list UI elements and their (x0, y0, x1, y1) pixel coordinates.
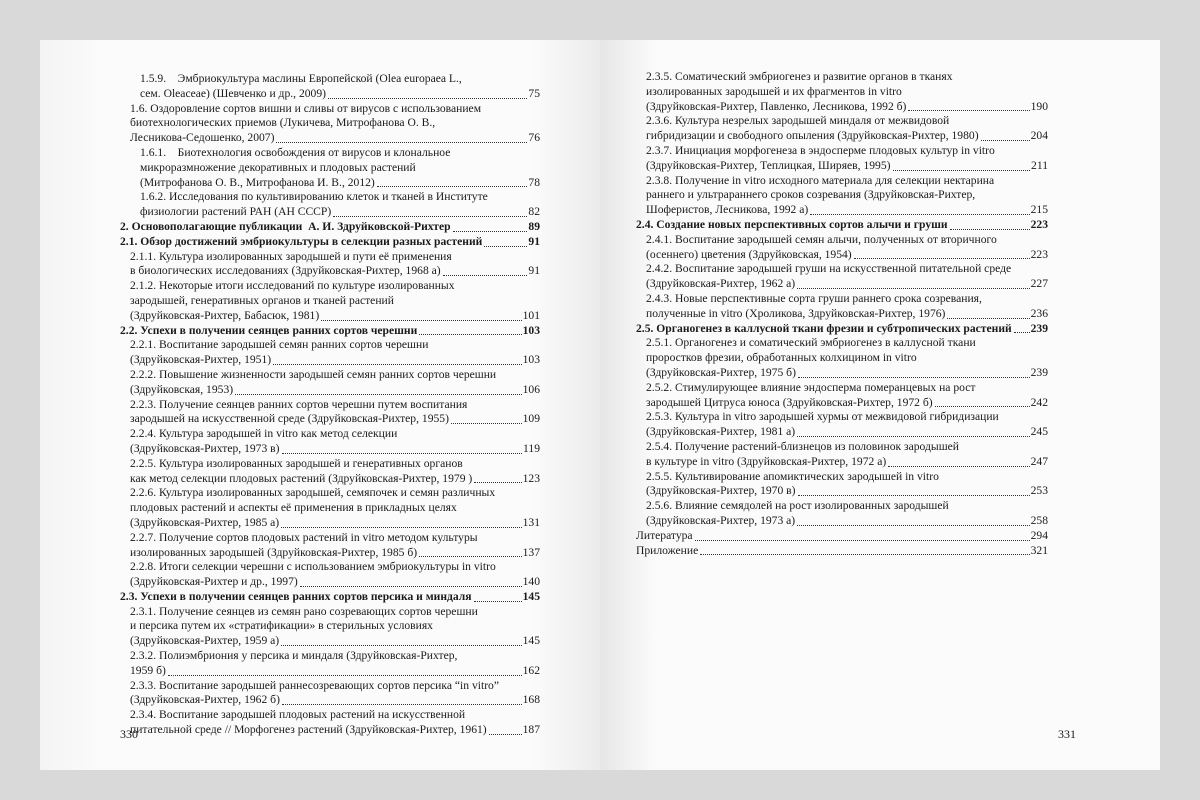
toc-entry-text: 2.2.8. Итоги селекции черешни с использованием эмбриокультуры in vitro (130, 560, 496, 574)
toc-page-number: 137 (522, 545, 540, 559)
toc-entry (636, 470, 1048, 500)
dot-leader (489, 734, 522, 735)
toc-entry-text: Шоферистов, Лесникова, 1992 а) (646, 203, 809, 217)
dot-leader (854, 258, 1030, 259)
toc-entry-text: 2.4.2. Воспитание зародышей груши на искусственной питательной среде (646, 262, 1012, 276)
dot-leader (443, 275, 528, 276)
toc-entry (120, 486, 540, 530)
toc-page-number: 109 (522, 412, 540, 426)
toc-entry-text: 2.3.2. Полиэмбриония у персика и миндаля (Здруйковская-Рихтер, (130, 649, 458, 663)
toc-entry-text: Литература (636, 528, 693, 542)
toc-entry-text: раннего и ультрараннего сроков созревания (Здруйковская-Рихтер, (646, 188, 976, 202)
toc-entry-text: в биологических исследованиях (Здруйковская-Рихтер, 1968 а) (130, 264, 441, 278)
left-page (40, 40, 600, 770)
dot-leader (281, 527, 521, 528)
dot-leader (797, 288, 1029, 289)
toc-entry (636, 410, 1048, 440)
toc-entry (120, 368, 540, 398)
toc-entry-text: 2.2.6. Культура изолированных зародышей, семяпочек и семян различных (130, 486, 496, 500)
toc-entry (120, 427, 540, 457)
toc-page-number: 253 (1030, 484, 1048, 498)
toc-page-number: 247 (1030, 454, 1048, 468)
toc-entry-text: биотехнологических приемов (Лукичева, Митрофанова О. В., (130, 116, 436, 130)
toc-page-number: 78 (528, 175, 540, 189)
dot-leader (300, 586, 522, 587)
toc-left (120, 72, 540, 738)
toc-entry-text: 1.6.1. Биотехнология освобождения от вирусов и клональное (140, 145, 451, 159)
toc-page-number: 106 (522, 382, 540, 396)
toc-entry-text: 2.2.5. Культура изолированных зародышей и генеративных органов (130, 456, 463, 470)
toc-entry (120, 649, 540, 679)
toc-page-number: 223 (1030, 247, 1048, 261)
dot-leader (282, 704, 522, 705)
toc-entry-text: 2.5. Органогенез в каллусной ткани фрезии и субтропических растений (636, 321, 1012, 335)
toc-entry-text: 2.4.1. Воспитание зародышей семян алычи, полученных от вторичного (646, 232, 997, 246)
dot-leader (810, 214, 1029, 215)
toc-page-number: 131 (522, 515, 540, 529)
toc-right (636, 70, 1048, 558)
toc-entry-text: в культуре in vitro (Здруйковская-Рихтер, 1972 а) (646, 454, 887, 468)
toc-entry (636, 336, 1048, 380)
toc-entry-text: сем. Oleaceae) (Шевченко и др., 2009) (140, 86, 326, 100)
toc-entry-text: зародышей, генеративных органов и тканей растений (130, 293, 394, 307)
toc-entry (120, 560, 540, 590)
toc-page-number: 103 (522, 323, 540, 337)
toc-entry (636, 218, 1048, 233)
toc-entry-text: 2.2.3. Получение сеянцев ранних сортов черешни путем воспитания (130, 397, 468, 411)
toc-entry-text: 2.5.2. Стимулирующее влияние эндосперма померанцевых на рост (646, 380, 976, 394)
dot-leader (888, 466, 1029, 467)
toc-page-number: 239 (1030, 365, 1048, 379)
toc-entry-text: 2.2.4. Культура зародышей in vitro как метод селекции (130, 427, 398, 441)
toc-entry-text: плодовых растений и аспекты её применения в прикладных целях (130, 501, 457, 515)
toc-entry-text: (Здруйковская-Рихтер и др., 1997) (130, 575, 298, 589)
toc-entry (120, 146, 540, 190)
toc-entry (636, 174, 1048, 218)
toc-page-number: 190 (1030, 99, 1048, 113)
toc-entry-text: 2.2.2. Повышение жизненности зародышей семян ранних сортов черешни (130, 367, 497, 381)
dot-leader (1014, 332, 1030, 333)
toc-entry-text: (Здруйковская-Рихтер, Бабасюк, 1981) (130, 308, 320, 322)
toc-page-number: 75 (528, 86, 540, 100)
dot-leader (453, 231, 528, 232)
toc-entry-text: 2.5.1. Органогенез и соматический эмбриогенез в каллусной ткани (646, 336, 976, 350)
dot-leader (798, 377, 1030, 378)
dot-leader (484, 246, 527, 247)
toc-entry-text: зародышей на искусственной среде (Здруйковская-Рихтер, 1955) (130, 412, 449, 426)
toc-entry (120, 338, 540, 368)
dot-leader (235, 394, 522, 395)
toc-entry-text: микроразмножение декоративных и плодовых растений (140, 160, 416, 174)
toc-entry (120, 605, 540, 649)
toc-entry-text: 2.3.7. Инициация морфогенеза в эндосперме плодовых культур in vitro (646, 143, 995, 157)
toc-page-number: 204 (1030, 129, 1048, 143)
dot-leader (935, 406, 1030, 407)
toc-entry (636, 381, 1048, 411)
toc-page-number: 242 (1030, 395, 1048, 409)
toc-entry-text: 2.5.4. Получение растений-близнецов из половинок зародышей (646, 439, 959, 453)
toc-page-number: 76 (528, 131, 540, 145)
dot-leader (419, 334, 521, 335)
dot-leader (419, 556, 522, 557)
toc-entry-text: 2.3.8. Получение in vitro исходного материала для селекции нектарина (646, 173, 995, 187)
toc-entry-text: зародышей Цитруса юноса (Здруйковская-Рихтер, 1972 б) (646, 395, 933, 409)
toc-entry-text: (Здруйковская-Рихтер, 1975 б) (646, 365, 796, 379)
toc-entry-text: (Здруйковская, 1953) (130, 382, 234, 396)
toc-entry-text: (Здруйковская-Рихтер, 1962 б) (130, 693, 280, 707)
toc-entry (636, 322, 1048, 337)
toc-page-number: 162 (522, 663, 540, 677)
toc-page-number: 223 (1030, 217, 1048, 231)
dot-leader (947, 318, 1029, 319)
dot-leader (273, 364, 521, 365)
dot-leader (281, 645, 521, 646)
toc-page-number: 236 (1030, 306, 1048, 320)
toc-entry (120, 531, 540, 561)
toc-entry-text: (Здруйковская-Рихтер, 1951) (130, 353, 272, 367)
toc-page-number: 258 (1030, 513, 1048, 527)
toc-entry-text: 2.3. Успехи в получении сеянцев ранних сортов персика и миндаля (120, 589, 472, 603)
toc-entry (636, 70, 1048, 114)
dot-leader (893, 170, 1031, 171)
toc-entry (636, 529, 1048, 544)
toc-page-number: 227 (1030, 277, 1048, 291)
toc-entry-text: проростков фрезии, обработанных колхицином in vitro (646, 351, 917, 365)
dot-leader (321, 320, 521, 321)
toc-page-number: 140 (522, 575, 540, 589)
toc-entry-text: 2. Основополагающие публикации А. И. Здруйковской-Рихтер (120, 219, 451, 233)
toc-page-number: 145 (522, 589, 540, 603)
toc-entry-text: 1959 б) (130, 663, 166, 677)
toc-entry (636, 292, 1048, 322)
toc-entry-text: 2.2.7. Получение сортов плодовых растений in vitro методом культуры (130, 530, 478, 544)
toc-entry (120, 72, 540, 102)
dot-leader (797, 525, 1029, 526)
toc-page-number: 89 (528, 219, 540, 233)
toc-entry (636, 440, 1048, 470)
toc-entry (120, 190, 540, 220)
toc-page-number: 91 (528, 234, 540, 248)
toc-page-number: 145 (522, 634, 540, 648)
dot-leader (474, 601, 522, 602)
toc-page-number: 101 (522, 308, 540, 322)
toc-entry (636, 544, 1048, 559)
toc-entry-text: 2.3.3. Воспитание зародышей раннесозревающих сортов персика “in vitro” (130, 678, 499, 692)
toc-entry-text: 2.3.6. Культура незрелых зародышей миндаля от межвидовой (646, 114, 950, 128)
toc-entry-text: 2.3.4. Воспитание зародышей плодовых растений на искусственной (130, 708, 466, 722)
toc-entry-text: (Здруйковская-Рихтер, Теплицкая, Ширяев, 1995) (646, 158, 891, 172)
toc-entry-text: 1.6. Оздоровление сортов вишни и сливы от вирусов с использованием (130, 101, 482, 115)
toc-entry-text: как метод селекции плодовых растений (Здруйковская-Рихтер, 1979 ) (130, 471, 473, 485)
toc-entry (636, 114, 1048, 144)
toc-entry-text: (Здруйковская-Рихтер, 1973 в) (130, 441, 280, 455)
dot-leader (168, 675, 522, 676)
toc-entry-text: питательной среде // Морфогенез растений (Здруйковская-Рихтер, 1961) (130, 723, 487, 737)
toc-entry (120, 679, 540, 709)
toc-entry-text: физиологии растений РАН (АН СССР) (140, 205, 332, 219)
toc-page-number: 187 (522, 723, 540, 737)
toc-entry-text: Приложение (636, 543, 699, 557)
page-number-right: 331 (1058, 727, 1076, 741)
toc-entry-text: 2.2. Успехи в получении сеянцев ранних сортов черешни (120, 323, 418, 337)
dot-leader (377, 186, 528, 187)
toc-page-number: 245 (1030, 425, 1048, 439)
toc-entry-text: 2.1. Обзор достижений эмбриокультуры в селекции разных растений (120, 234, 483, 248)
dot-leader (797, 436, 1029, 437)
toc-entry-text: изолированных зародышей и их фрагментов in vitro (646, 84, 902, 98)
toc-page-number: 211 (1031, 158, 1048, 172)
toc-entry-text: 2.3.5. Соматический эмбриогенез и развитие органов в тканях (646, 70, 953, 83)
toc-page-number: 215 (1030, 203, 1048, 217)
toc-entry (636, 233, 1048, 263)
toc-entry-text: 2.5.3. Культура in vitro зародышей хурмы от межвидовой гибридизации (646, 410, 999, 424)
toc-entry-text: 1.6.2. Исследования по культивированию клеток и тканей в Институте (140, 190, 488, 204)
toc-entry-text: изолированных зародышей (Здруйковская-Рихтер, 1985 б) (130, 545, 418, 559)
toc-entry-text: 2.5.5. Культивирование апомиктических зародышей in vitro (646, 469, 939, 483)
toc-entry (120, 398, 540, 428)
dot-leader (950, 229, 1030, 230)
toc-page-number: 82 (528, 205, 540, 219)
toc-page-number: 239 (1030, 321, 1048, 335)
toc-entry-text: (Здруйковская-Рихтер, 1962 а) (646, 277, 796, 291)
dot-leader (276, 142, 527, 143)
toc-entry (636, 499, 1048, 529)
toc-entry (636, 262, 1048, 292)
toc-entry-text: Лесникова-Седошенко, 2007) (130, 131, 275, 145)
toc-entry-text: 2.3.1. Получение сеянцев из семян рано созревающих сортов черешни (130, 604, 478, 618)
dot-leader (695, 540, 1030, 541)
toc-entry-text: 2.4.3. Новые перспективные сорта груши раннего срока созревания, (646, 291, 982, 305)
toc-entry-text: (Здруйковская-Рихтер, 1973 а) (646, 513, 796, 527)
dot-leader (981, 140, 1030, 141)
toc-entry-text: 2.5.6. Влияние семядолей на рост изолированных зародышей (646, 499, 949, 513)
toc-entry-text: полученные in vitro (Хроликова, Здруйковская-Рихтер, 1976) (646, 306, 946, 320)
toc-entry-text: (Здруйковская-Рихтер, 1970 в) (646, 484, 796, 498)
toc-entry-text: (Здруйковская-Рихтер, Павленко, Лесникова, 1992 б) (646, 99, 907, 113)
toc-page-number: 168 (522, 693, 540, 707)
right-page (600, 40, 1160, 770)
toc-entry-text: (Митрофанова О. В., Митрофанова И. В., 2012) (140, 175, 375, 189)
dot-leader (700, 554, 1029, 555)
toc-entry (120, 708, 540, 738)
toc-page-number: 91 (528, 264, 540, 278)
toc-entry (120, 235, 540, 250)
toc-page-number: 321 (1030, 543, 1048, 557)
toc-entry (120, 250, 540, 280)
toc-entry-text: гибридизации и свободного опыления (Здруйковская-Рихтер, 1980) (646, 129, 979, 143)
dot-leader (474, 482, 521, 483)
toc-entry (120, 324, 540, 339)
toc-entry (120, 457, 540, 487)
dot-leader (451, 423, 522, 424)
toc-entry-text: 2.1.2. Некоторые итоги исследований по культуре изолированных (130, 279, 455, 293)
toc-page-number: 294 (1030, 528, 1048, 542)
toc-entry-text: (Здруйковская-Рихтер, 1985 а) (130, 515, 280, 529)
dot-leader (328, 98, 527, 99)
dot-leader (333, 216, 527, 217)
toc-entry (120, 102, 540, 146)
page-number-left: 330 (120, 727, 138, 741)
toc-page-number: 119 (523, 441, 540, 455)
toc-entry-text: 2.1.1. Культура изолированных зародышей и пути её применения (130, 249, 452, 263)
toc-entry-text: и персика путем их «стратификации» в стерильных условиях (130, 619, 433, 633)
toc-entry-text: 2.2.1. Воспитание зародышей семян ранних сортов черешни (130, 338, 429, 352)
toc-entry-text: 1.5.9. Эмбриокультура маслины Европейской (Olea europaea L., (140, 72, 462, 85)
dot-leader (282, 453, 523, 454)
toc-entry-text: 2.4. Создание новых перспективных сортов алычи и груши (636, 217, 948, 231)
toc-entry (120, 590, 540, 605)
toc-page-number: 103 (522, 353, 540, 367)
toc-page-number: 123 (522, 471, 540, 485)
toc-entry (636, 144, 1048, 174)
toc-entry (120, 220, 540, 235)
toc-entry (120, 279, 540, 323)
toc-entry-text: (Здруйковская-Рихтер, 1981 а) (646, 425, 796, 439)
dot-leader (798, 495, 1030, 496)
dot-leader (908, 110, 1029, 111)
toc-entry-text: (осеннего) цветения (Здруйковская, 1954) (646, 247, 852, 261)
toc-entry-text: (Здруйковская-Рихтер, 1959 а) (130, 634, 280, 648)
